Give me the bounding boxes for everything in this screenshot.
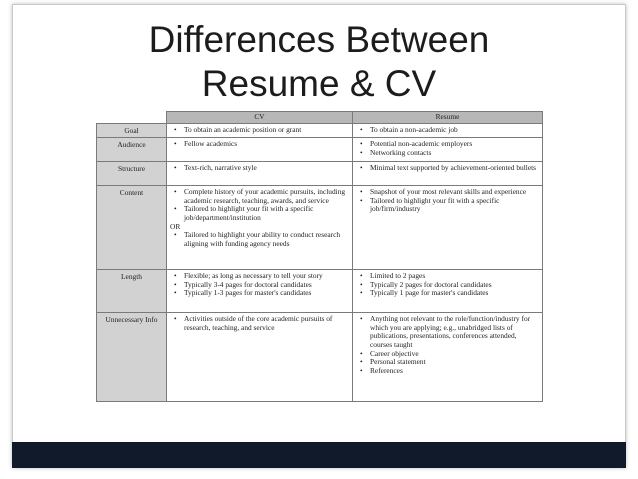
cv-cell [167,313,353,402]
bullet-item: • Snapshot of your most relevant skills and experience [356,188,539,197]
resume-bullet-list [356,164,539,173]
bullet-item: • Flexible; as long as necessary to tell your story [170,272,349,281]
row-label: Unnecessary Info [97,313,167,402]
cv-bullet-list [170,315,349,332]
resume-bullet-list [356,272,539,298]
bullet-item: • Typically 3-4 pages for doctoral candidates [170,281,349,290]
resume-cell [353,313,543,402]
table-row [97,138,543,162]
cv-bullet-list [170,272,349,298]
resume-cell [353,270,543,313]
bullet-item: • Typically 2 pages for doctoral candidates [356,281,539,290]
bullet-item: • Tailored to highlight your ability to conduct research aligning with funding agency needs [170,231,349,248]
cv-bullet-list [170,140,349,149]
cv-bullet-list [170,188,349,248]
row-label: Structure [97,162,167,186]
resume-bullet-list [356,126,539,135]
cv-cell [167,270,353,313]
bullet-item: • Typically 1 page for master's candidates [356,289,539,298]
resume-bullet-list [356,188,539,214]
bullet-item: • Typically 1-3 pages for master's candidates [170,289,349,298]
table-header-row [97,112,543,124]
resume-cell [353,138,543,162]
table-row [97,123,543,138]
cv-bullet-list [170,164,349,173]
bullet-item: • Tailored to highlight your fit with a specific job/firm/industry [356,197,539,214]
title-line-2: Resume & CV [201,63,437,104]
bullet-item: • Minimal text supported by achievement-oriented bullets [356,164,539,173]
cv-cell [167,186,353,270]
slide-bottom-bar [12,442,626,468]
table-row [97,313,543,402]
resume-cell [353,123,543,138]
title-line-1: Differences Between [148,19,490,60]
bullet-item: • To obtain an academic position or grant [170,126,349,135]
bullet-item: • Tailored to highlight your fit with a specific job/department/institution [170,205,349,222]
cv-cell [167,138,353,162]
bullet-item: • Anything not relevant to the role/function/industry for which you are applying; e.g., unabridged lists of publications, presentations, conferences attended, courses taught [356,315,539,349]
resume-cell [353,162,543,186]
table-row [97,186,543,270]
bullet-item: • To obtain a non-academic job [356,126,539,135]
bullet-item: • References [356,367,539,376]
row-label: Content [97,186,167,270]
cv-cell [167,123,353,138]
bullet-item: • Potential non-academic employers [356,140,539,149]
header-resume: Resume [353,112,543,124]
header-blank-cell [97,112,167,124]
table-row [97,270,543,313]
slide-title [0,18,638,106]
row-label: Length [97,270,167,313]
resume-bullet-list [356,315,539,375]
bullet-item: • Networking contacts [356,149,539,158]
bullet-item: • Activities outside of the core academic pursuits of research, teaching, and service [170,315,349,332]
table-row [97,162,543,186]
row-label: Audience [97,138,167,162]
bullet-item: • Text-rich, narrative style [170,164,349,173]
bullet-item: • Career objective [356,350,539,359]
bullet-item: • Limited to 2 pages [356,272,539,281]
resume-cell [353,186,543,270]
or-separator: OR [170,221,181,231]
header-cv: CV [167,112,353,124]
resume-bullet-list [356,140,539,157]
bullet-item: • Complete history of your academic pursuits, including academic research, teaching, awards, and service [170,188,349,205]
cv-cell [167,162,353,186]
comparison-table [96,111,543,402]
cv-bullet-list [170,126,349,135]
bullet-item: • Fellow academics [170,140,349,149]
row-label: Goal [97,123,167,138]
bullet-item: • Personal statement [356,358,539,367]
